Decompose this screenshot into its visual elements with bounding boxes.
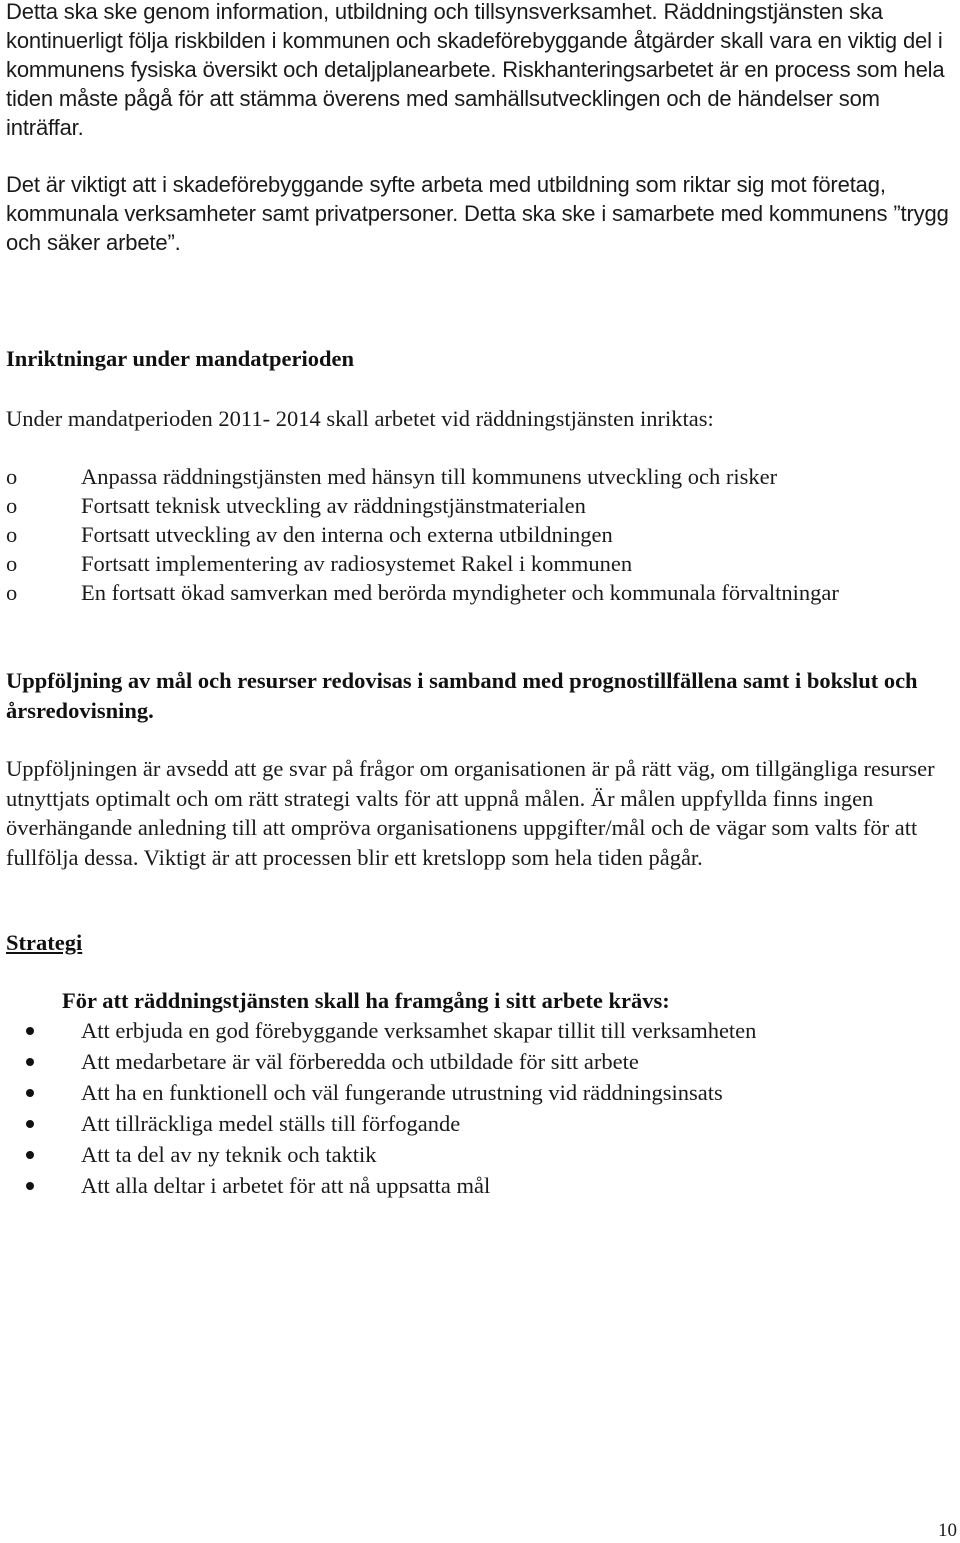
inriktningar-list-item xyxy=(6,578,954,607)
inriktningar-list-item xyxy=(6,520,954,549)
circle-bullet-icon: o xyxy=(6,522,18,547)
strategi-list-item-label: Att ha en funktionell och väl fungerande utrustning vid räddningsinsats xyxy=(81,1080,723,1105)
bullet-dot-icon xyxy=(26,1120,34,1128)
intro-paragraph-2: Det är viktigt att i skadeförebyggande syfte arbeta med utbildning som riktar sig mot företag, kommunala verksamheter samt privatpersoner. Detta ska ske i samarbete med kommunens ”trygg och säker arbete”. xyxy=(6,172,949,255)
inriktningar-lead: Under mandatperioden 2011- 2014 skall arbetet vid räddningstjänsten inriktas: xyxy=(6,406,714,431)
strategi-list-item-label: Att medarbetare är väl förberedda och utbildade för sitt arbete xyxy=(81,1049,639,1074)
strategi-list-item xyxy=(6,1077,954,1108)
inriktningar-list-item xyxy=(6,491,954,520)
inriktningar-list-item-label: En fortsatt ökad samverkan med berörda myndigheter och kommunala förvaltningar xyxy=(81,580,839,605)
bullet-dot-icon xyxy=(26,1182,34,1190)
heading-inriktningar: Inriktningar under mandatperioden xyxy=(6,346,354,371)
bullet-dot-icon xyxy=(26,1027,34,1035)
uppfoljning-paragraph: Uppföljningen är avsedd att ge svar på frågor om organisationen är på rätt väg, om tillgängliga resurser utnyttjats optimalt och om rätt strategi valts för att uppnå målen. Är målen uppfyllda finns ingen överhängande anledning till att ompröva organisationens uppgifter/mål och de vägar som valts för att fullfölja dessa. Viktigt är att processen blir ett kretslopp som hela tiden pågår. xyxy=(6,756,935,870)
heading-uppfoljning: Uppföljning av mål och resurser redovisas i samband med prognostillfällena samt i bokslut och årsredovisning. xyxy=(6,668,918,723)
circle-bullet-icon: o xyxy=(6,580,18,605)
page-number: 10 xyxy=(938,1520,957,1541)
inriktningar-list-item-label: Fortsatt implementering av radiosystemet Rakel i kommunen xyxy=(81,551,633,576)
bullet-dot-icon xyxy=(26,1058,34,1066)
intro-paragraph-1: Detta ska ske genom information, utbildning och tillsynsverksamhet. Räddningstjänsten ska kontinuerligt följa riskbilden i kommunen och skadeförebyggande åtgärder skall vara en viktig del i kommunens fysiska översikt och detaljplanearbete. Riskhanteringsarbetet är en process som hela tiden måste pågå för att stämma överens med samhällsutvecklingen och de händelser som inträffar. xyxy=(6,0,945,140)
inriktningar-list-item-label: Fortsatt teknisk utveckling av räddningstjänstmaterialen xyxy=(81,493,586,518)
strategi-list-item-label: Att tillräckliga medel ställs till förfogande xyxy=(81,1111,461,1136)
strategi-list-item xyxy=(6,1139,954,1170)
inriktningar-list-item-label: Fortsatt utveckling av den interna och externa utbildningen xyxy=(81,522,613,547)
strategi-list-item xyxy=(6,1046,954,1077)
strategi-subheading: För att räddningstjänsten skall ha framgång i sitt arbete krävs: xyxy=(62,988,670,1013)
heading-strategi: Strategi xyxy=(6,930,83,955)
inriktningar-list-item xyxy=(6,462,954,491)
strategi-list-item xyxy=(6,1015,954,1046)
strategi-list-item-label: Att alla deltar i arbetet för att nå uppsatta mål xyxy=(81,1173,491,1198)
circle-bullet-icon: o xyxy=(6,551,18,576)
strategi-list-item xyxy=(6,1108,954,1139)
strategi-list-item xyxy=(6,1170,954,1201)
strategi-list-item-label: Att erbjuda en god förebyggande verksamhet skapar tillit till verksamheten xyxy=(81,1018,757,1043)
circle-bullet-icon: o xyxy=(6,493,18,518)
bullet-dot-icon xyxy=(26,1151,34,1159)
circle-bullet-icon: o xyxy=(6,464,18,489)
strategi-list-item-label: Att ta del av ny teknik och taktik xyxy=(81,1142,377,1167)
inriktningar-list xyxy=(6,462,954,607)
inriktningar-list-item xyxy=(6,549,954,578)
bullet-dot-icon xyxy=(26,1089,34,1097)
inriktningar-list-item-label: Anpassa räddningstjänsten med hänsyn till kommunens utveckling och risker xyxy=(81,464,778,489)
strategi-list xyxy=(6,1015,954,1201)
